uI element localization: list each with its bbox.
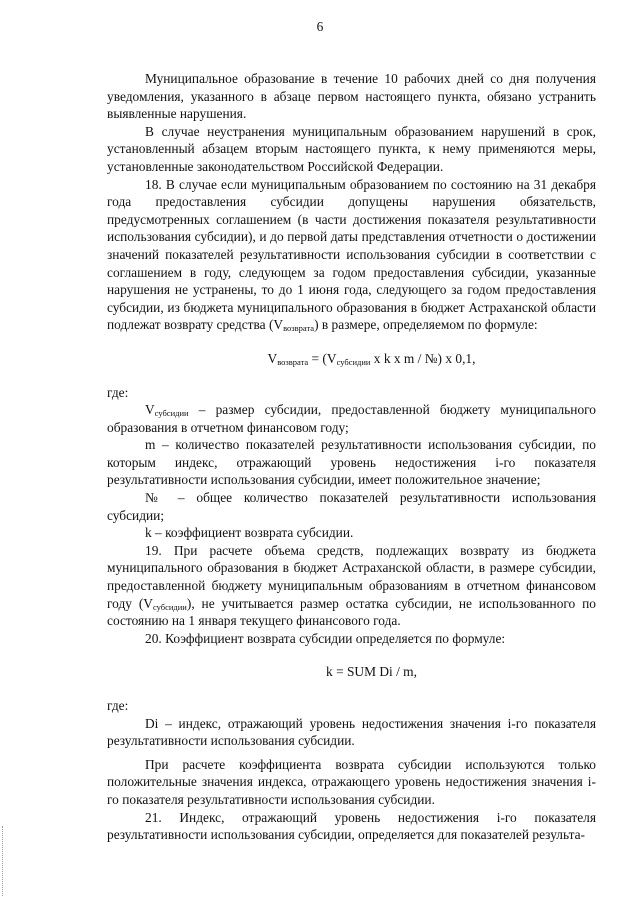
- definition-v-text: – размер субсидии, предоставленной бюджету муниципального образования в отчетном финансовом году;: [107, 402, 596, 435]
- paragraph-19-tail: ), не учитывается размер остатка субсидии, не использованного по состоянию на 1 января текущего финансового года.: [107, 595, 596, 629]
- paragraph-19: [107, 542, 596, 630]
- definition-di: Di – индекс, отражающий уровень недостижения значения i-го показателя результативности использования субсидии.: [107, 715, 596, 749]
- paragraph-21: 21. Индекс, отражающий уровень недостижения i-го показателя результативности использования субсидии, определяется для показателей результа-: [107, 809, 596, 843]
- where-label: где:: [107, 384, 129, 400]
- subscript-vozvrata: возврата: [283, 323, 315, 334]
- formula-coefficient: k = SUM Di / m,: [326, 664, 417, 680]
- definition-m: m – количество показателей результативности использования субсидии, по которым индекс, отражающий уровень недостижения i-го показателя результативности использования субсидии, имеет положительное значение;: [107, 437, 596, 488]
- definition-n: № – общее количество показателей результативности использования субсидии;: [107, 490, 596, 523]
- formula-symbol-v: V: [267, 350, 278, 366]
- paragraph-notification: Муниципальное образование в течение 10 рабочих дней со дня получения уведомления, указанного в абзаце первом настоящего пункта, обязано устранить выявленные нарушения.: [107, 71, 596, 122]
- scan-edge-mark: [2, 826, 6, 896]
- formula-return-volume: [147, 350, 596, 368]
- formula-rest: x k x m / №) x 0,1,: [370, 350, 476, 366]
- formula-part: = (V: [308, 350, 337, 366]
- paragraph-20: 20. Коэффициент возврата субсидии определяется по формуле:: [145, 630, 506, 646]
- document-body: [107, 70, 596, 844]
- definition-v-symbol: V: [145, 402, 155, 418]
- definition-v-subsidy: [107, 401, 596, 436]
- paragraph-18-tail: ) в размере, определяемом по формуле:: [314, 317, 538, 333]
- page-number: 6: [316, 19, 324, 34]
- paragraph-calculation: При расчете коэффициента возврата субсидии используются только положительные значения индекса, отражающего уровень недостижения значения i-го показателя результативности использования субсидии.: [107, 756, 596, 807]
- formula-subscript-vozvrata: возврата: [277, 356, 309, 367]
- paragraph-19-text: 19. При расчете объема средств, подлежащих возврату из бюджета муниципального образования в бюджет Астраханской области, в размере субсидии, предоставленной бюджету муниципальным образованиям в отчетном финансовом году (V: [107, 542, 596, 611]
- definition-k: k – коэффициент возврата субсидии.: [145, 525, 354, 541]
- where-label-2: где:: [107, 698, 129, 713]
- paragraph-19-subscript: субсидии: [152, 601, 187, 612]
- formula-subscript-subsidii: субсидии: [336, 356, 371, 367]
- paragraph-18-text: 18. В случае если муниципальным образованием по состоянию на 31 декабря года предоставления субсидии допущены нарушения обязательств, предусмотренных соглашением (в части достижения показателя результативности использования субсидии), и до первой даты представления отчетности о достижении значений показателей результативности использования субсидии в соответствии с соглашением в году, следующем за годом предоставления субсидии, указанные нарушения не устранены, то до 1 июня года, следующего за годом предоставления субсидии, из бюджета муниципального образования в бюджет Астраханской области подлежат возврату средства (V: [107, 176, 596, 333]
- paragraph-18: [107, 176, 596, 334]
- definition-v-subscript: субсидии: [154, 408, 189, 419]
- paragraph-non-elimination: В случае неустранения муниципальным образованием нарушений в срок, установленный абзацем вторым настоящего пункта, к нему применяются меры, установленные законодательством Российской Федерации.: [107, 123, 596, 174]
